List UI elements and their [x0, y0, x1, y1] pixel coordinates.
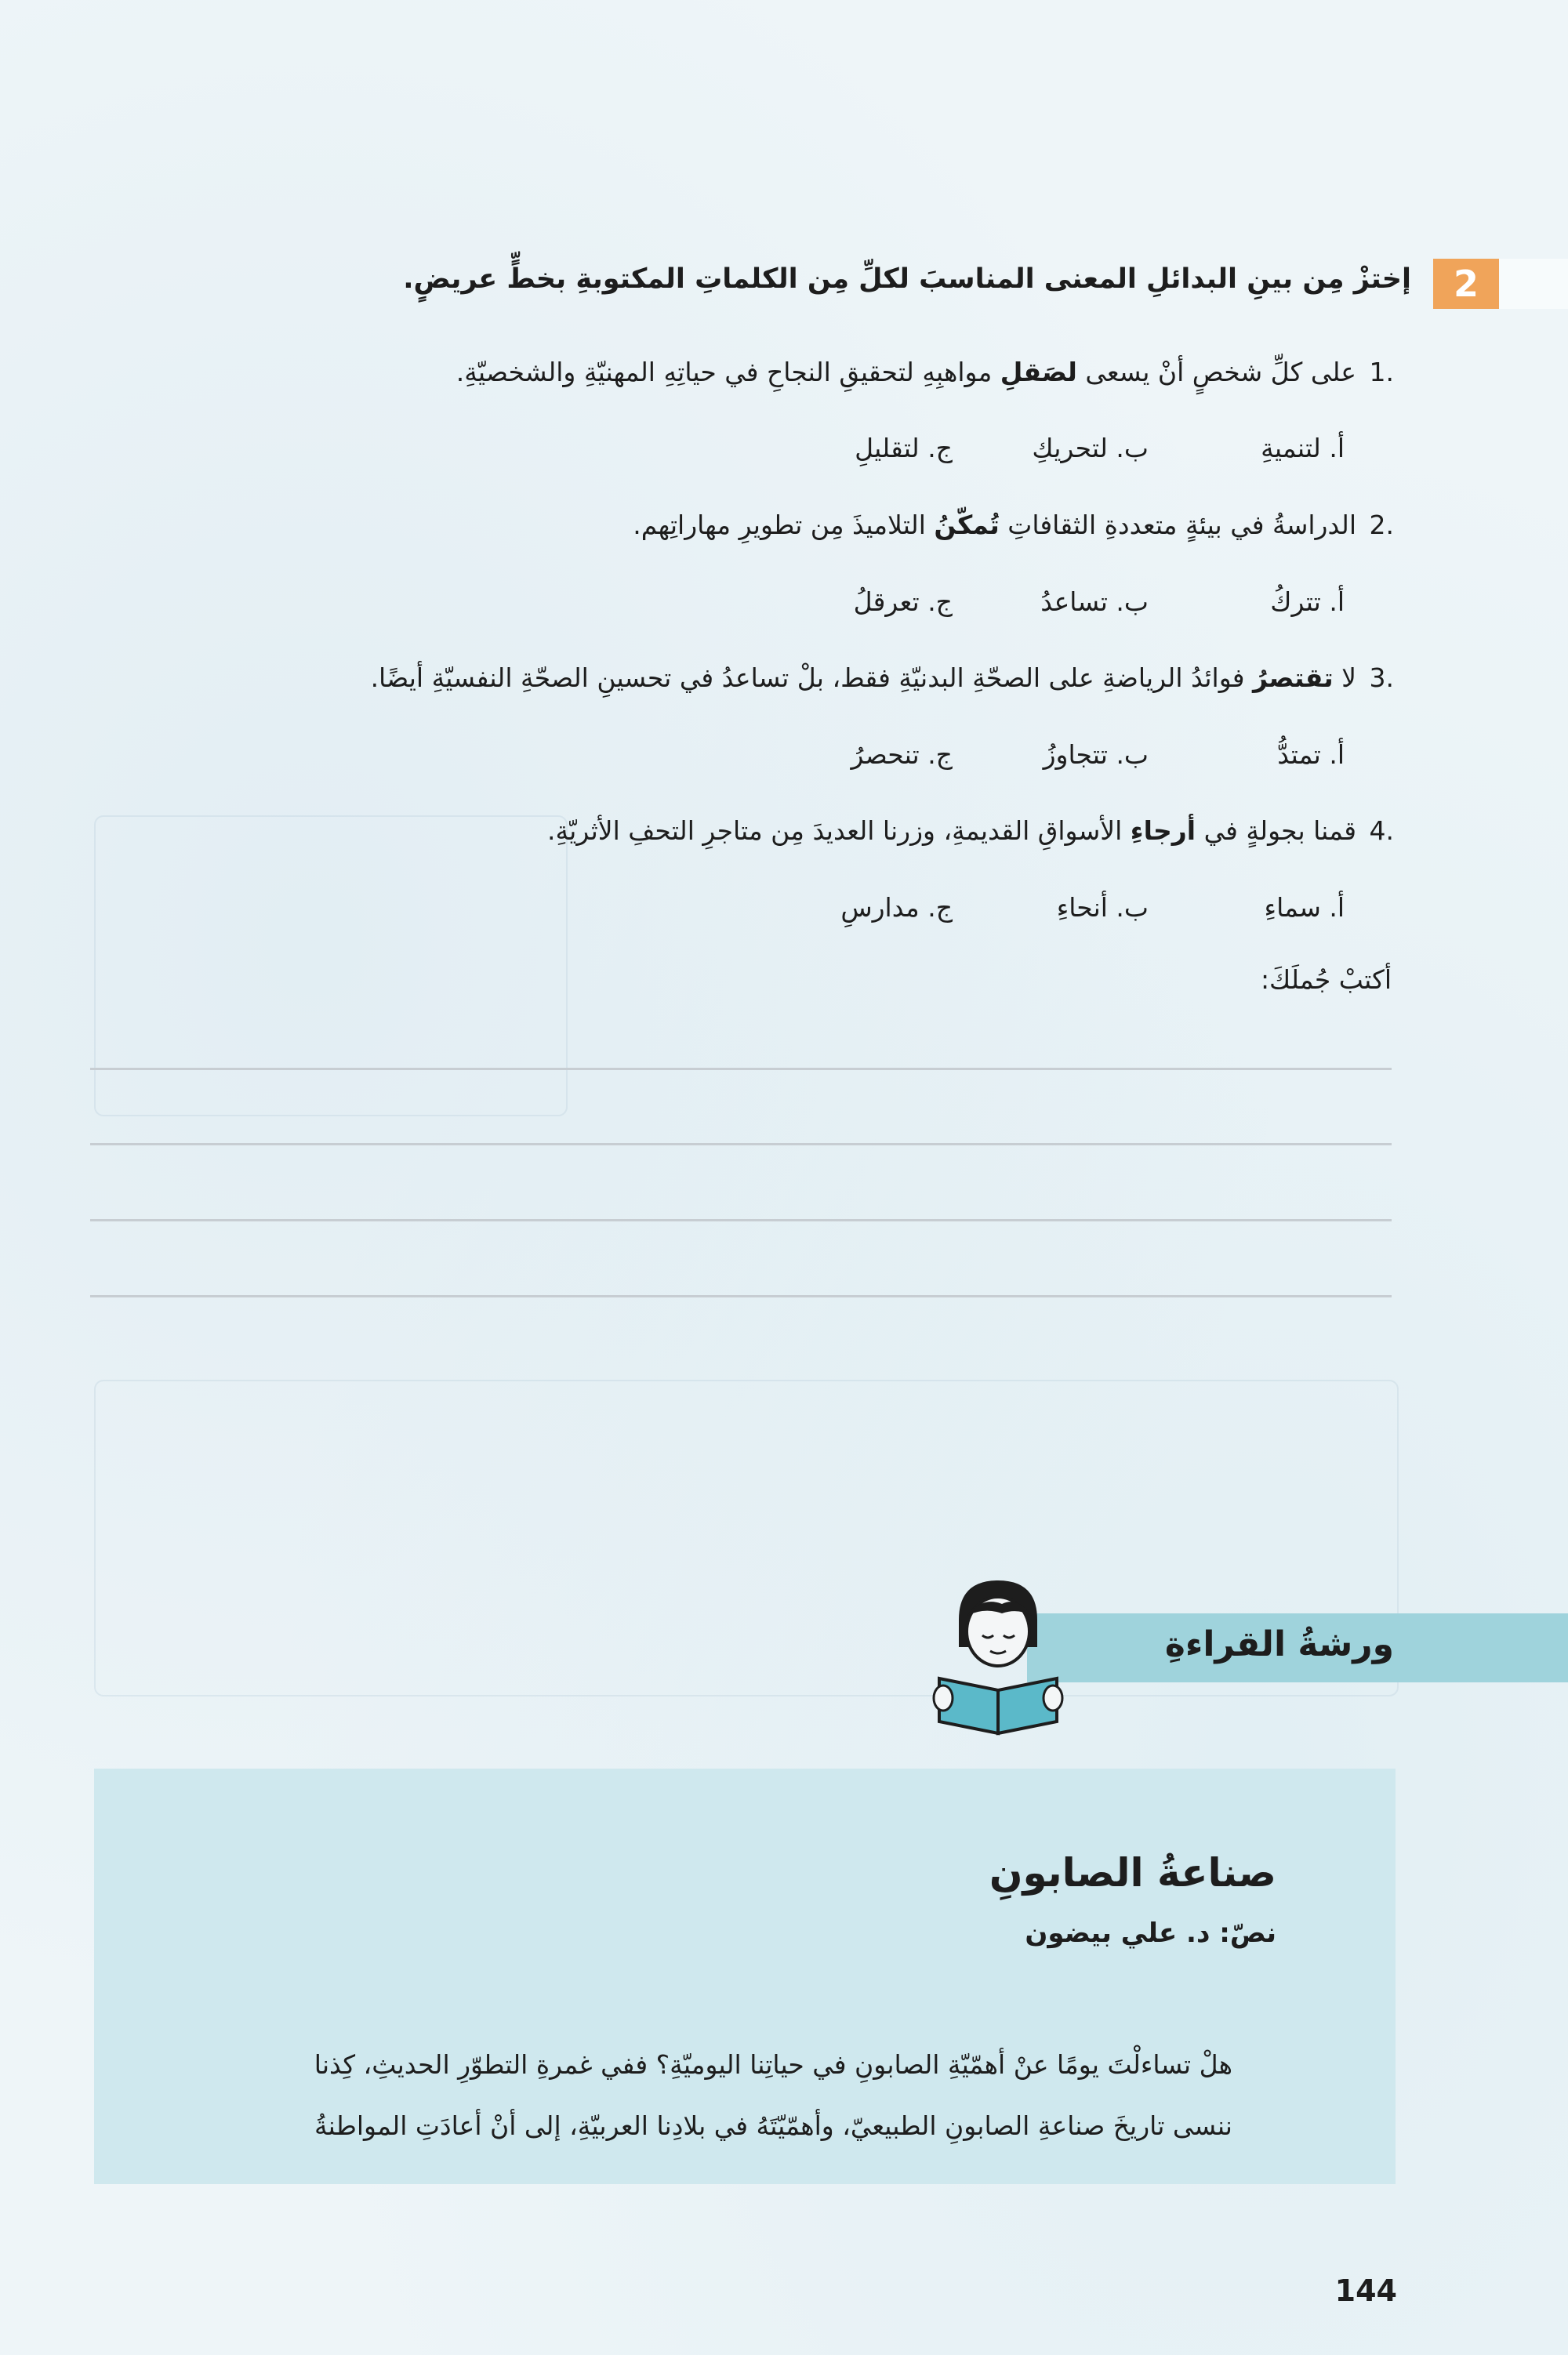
question-text-after: الأسواقِ القديمةِ، وزرنا العديدَ مِن متاجرِ التحفِ الأثريّةِ. — [547, 815, 1131, 846]
options-2 — [757, 586, 1345, 617]
question-number: .4 — [1369, 815, 1394, 846]
writing-line[interactable] — [90, 1219, 1392, 1221]
write-sentences-label: أكتبْ جُملَكَ: — [1260, 964, 1392, 995]
options-1 — [757, 433, 1345, 463]
question-4 — [547, 815, 1394, 846]
question-number: .1 — [1369, 357, 1394, 387]
question-text — [456, 357, 1356, 387]
question-bold-word: أرجاءِ — [1130, 815, 1196, 846]
question-3 — [371, 662, 1394, 693]
option-a[interactable]: أ. تتركُ — [1270, 586, 1345, 617]
writing-line[interactable] — [90, 1068, 1392, 1070]
ghost-panel — [94, 815, 568, 1116]
option-b[interactable]: ب. لتحريكِ — [1032, 433, 1149, 463]
question-text — [633, 510, 1356, 540]
question-bold-word: تُمكّنُ — [934, 510, 1000, 540]
text-title: صناعةُ الصابونِ — [989, 1850, 1276, 1896]
option-a[interactable]: أ. سماءِ — [1264, 892, 1345, 923]
option-b[interactable]: ب. أنحاءِ — [1056, 892, 1149, 923]
option-a[interactable]: أ. لتنميةِ — [1261, 433, 1345, 463]
option-b[interactable]: ب. تساعدُ — [1040, 586, 1149, 617]
question-text-after: مواهبِهِ لتحقيقِ النجاحِ في حياتِهِ المهنيّةِ والشخصيّةِ. — [456, 357, 1000, 387]
option-c[interactable]: ج. تنحصرُ — [851, 739, 953, 770]
writing-line[interactable] — [90, 1143, 1392, 1145]
option-c[interactable]: ج. مدارسِ — [840, 892, 953, 923]
option-b[interactable]: ب. تتجاوزُ — [1043, 739, 1149, 770]
text-paragraph-line: هلْ تساءلْتَ يومًا عنْ أهمّيّةِ الصابونِ في حياتِنا اليوميّةِ؟ ففي غمرةِ التطوّرِ الحديثِ، كِذنا — [314, 2049, 1232, 2080]
reading-child-icon — [924, 1573, 1073, 1737]
option-a[interactable]: أ. تمتدُّ — [1277, 739, 1345, 770]
question-text-before: الدراسةُ في بيئةٍ متعددةِ الثقافاتِ — [999, 510, 1356, 540]
question-bold-word: تقتصرُ — [1253, 662, 1334, 693]
exercise-number-badge: 2 — [1433, 259, 1499, 309]
text-paragraph-line: ننسى تاريخَ صناعةِ الصابونِ الطبيعيّ، وأهمّيّتَهُ في بلادِنا العربيّةِ، إلى أنْ أعادَتِ المواطنةُ — [314, 2110, 1232, 2141]
question-text — [371, 662, 1356, 693]
question-1 — [456, 357, 1394, 387]
question-text-after: فوائدُ الرياضةِ على الصحّةِ البدنيّةِ فقط، بلْ تساعدُ في تحسينِ الصحّةِ النفسيّةِ أيضًا. — [370, 662, 1254, 693]
question-text-after: التلاميذَ مِن تطويرِ مهاراتِهم. — [633, 510, 935, 540]
question-2 — [633, 510, 1394, 540]
question-text-before: لا — [1333, 662, 1356, 693]
options-4 — [757, 892, 1345, 923]
question-bold-word: لصَقلِ — [1000, 357, 1077, 387]
question-number: .2 — [1369, 510, 1394, 540]
options-3 — [757, 739, 1345, 770]
question-text-before: على كلِّ شخصٍ أنْ يسعى — [1076, 357, 1356, 387]
reading-section-title: ورشةُ القراءةِ — [1164, 1624, 1394, 1664]
page-number: 144 — [1334, 2273, 1397, 2308]
question-text-before: قمنا بجولةٍ في — [1196, 815, 1356, 846]
option-c[interactable]: ج. لتقليلِ — [855, 433, 953, 463]
question-text — [547, 815, 1356, 846]
option-c[interactable]: ج. تعرقلُ — [853, 586, 953, 617]
question-number: .3 — [1369, 662, 1394, 693]
writing-line[interactable] — [90, 1295, 1392, 1297]
exercise-instruction: إختزْ مِن بينِ البدائلِ المعنى المناسبَ لكلِّ مِن الكلماتِ المكتوبةِ بخطٍّ عريضٍ. — [403, 263, 1411, 295]
text-author: نصّ: د. علي بيضون — [1025, 1918, 1276, 1949]
